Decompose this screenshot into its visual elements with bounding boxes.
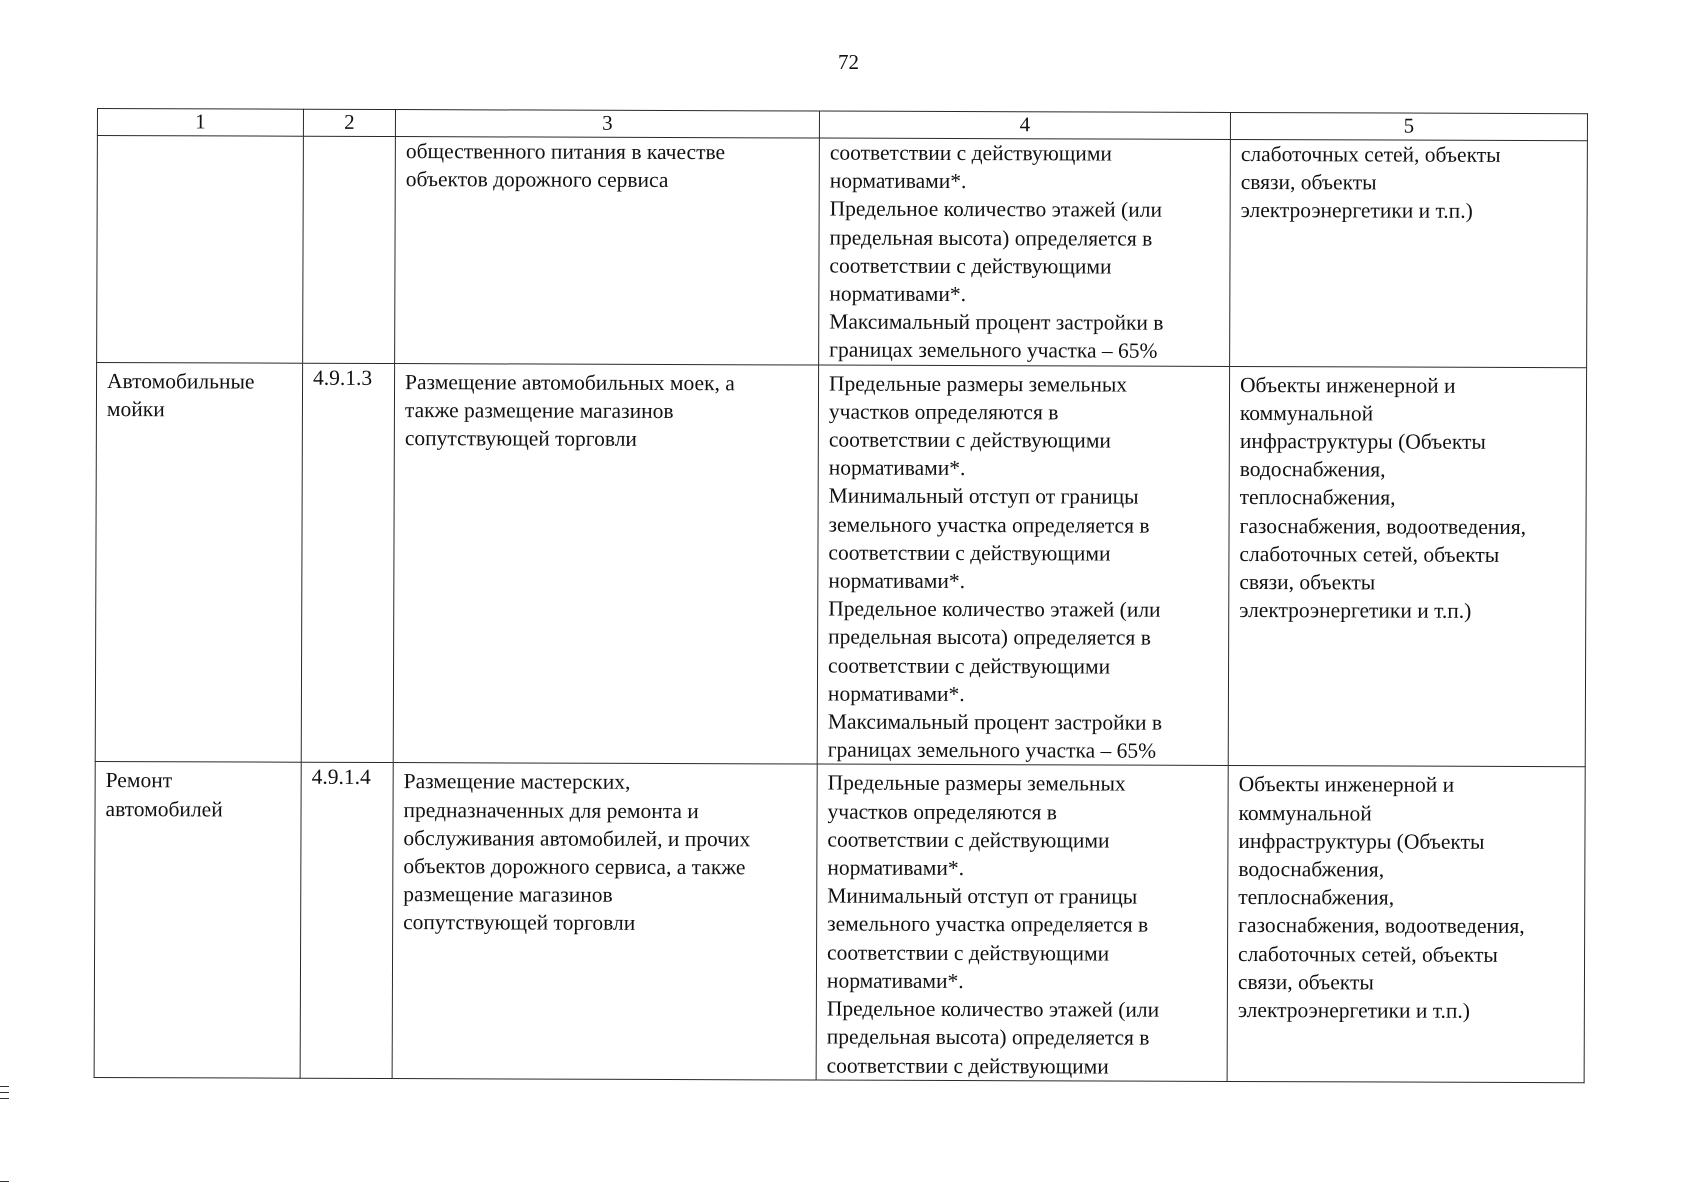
header-col-4: 4 <box>819 111 1230 139</box>
table-row <box>94 762 1585 1082</box>
scan-margin-mark <box>0 1098 9 1099</box>
land-use-code-cell: 4.9.1.3 <box>301 363 394 763</box>
land-use-description-cell: общественного питания в качестве объектов дорожного сервиса <box>395 137 820 365</box>
page-number: 72 <box>838 50 859 74</box>
header-col-1: 1 <box>97 109 303 137</box>
infrastructure-cell: Объекты инженерной и коммунальной инфраструктуры (Объекты водоснабжения, теплоснабжения, газоснабжения, водоотведения, слаботочных сетей, объекты связи, объекты электроэнергетики и т.п.) <box>1228 366 1586 767</box>
land-use-name-cell: Ремонт автомобилей <box>94 762 301 1078</box>
header-col-2: 2 <box>303 109 395 136</box>
scan-margin-mark <box>0 1181 9 1182</box>
land-use-code-cell <box>303 136 396 363</box>
infrastructure-cell: Объекты инженерной и коммунальной инфраструктуры (Объекты водоснабжения, теплоснабжения, газоснабжения, водоотведения, слаботочных сетей, объекты связи, объекты электроэнергетики и т.п.) <box>1227 766 1585 1082</box>
land-use-description-cell: Размещение мастерских, предназначенных для ремонта и обслуживания автомобилей, и прочих объектов дорожного сервиса, а также размещение магазинов сопутствующей торговли <box>392 763 817 1080</box>
header-col-3: 3 <box>395 110 819 138</box>
table-row <box>95 362 1586 767</box>
regulations-table <box>94 108 1588 1083</box>
building-parameters-cell: соответствии с действующими нормативами*. Предельное количество этажей (или предельная высота) определяется в соответствии с действующими нормативами*. Максимальный процент застройки в границах земельного участка – 65% <box>819 138 1231 366</box>
regulations-table-wrapper <box>94 108 1587 1083</box>
scan-margin-mark <box>0 1086 9 1087</box>
land-use-code-cell: 4.9.1.4 <box>300 763 393 1079</box>
infrastructure-cell: слаботочных сетей, объекты связи, объекты электроэнергетики и т.п.) <box>1230 139 1588 367</box>
land-use-name-cell: Автомобильные мойки <box>95 362 302 763</box>
building-parameters-cell: Предельные размеры земельных участков определяются в соответствии с действующими нормативами*. Минимальный отступ от границы земельного участка определяется в соответствии с действующими нормативами*. Предельное количество этажей (или предельная высота) определяется в соответствии с действующими <box>816 764 1228 1081</box>
header-col-5: 5 <box>1230 112 1587 140</box>
land-use-description-cell: Размещение автомобильных моек, а также размещение магазинов сопутствующей торговли <box>393 363 818 764</box>
table-row <box>97 136 1588 368</box>
building-parameters-cell: Предельные размеры земельных участков определяются в соответствии с действующими нормативами*. Минимальный отступ от границы земельного участка определяется в соответствии с действующими нормативами*. Предельное количество этажей (или предельная высота) определяется в соответствии с действующими нормативами*. Максимальный процент застройки в границах земельного участка – 65% <box>817 365 1229 766</box>
land-use-name-cell <box>97 136 304 363</box>
scan-margin-mark <box>0 1092 9 1093</box>
